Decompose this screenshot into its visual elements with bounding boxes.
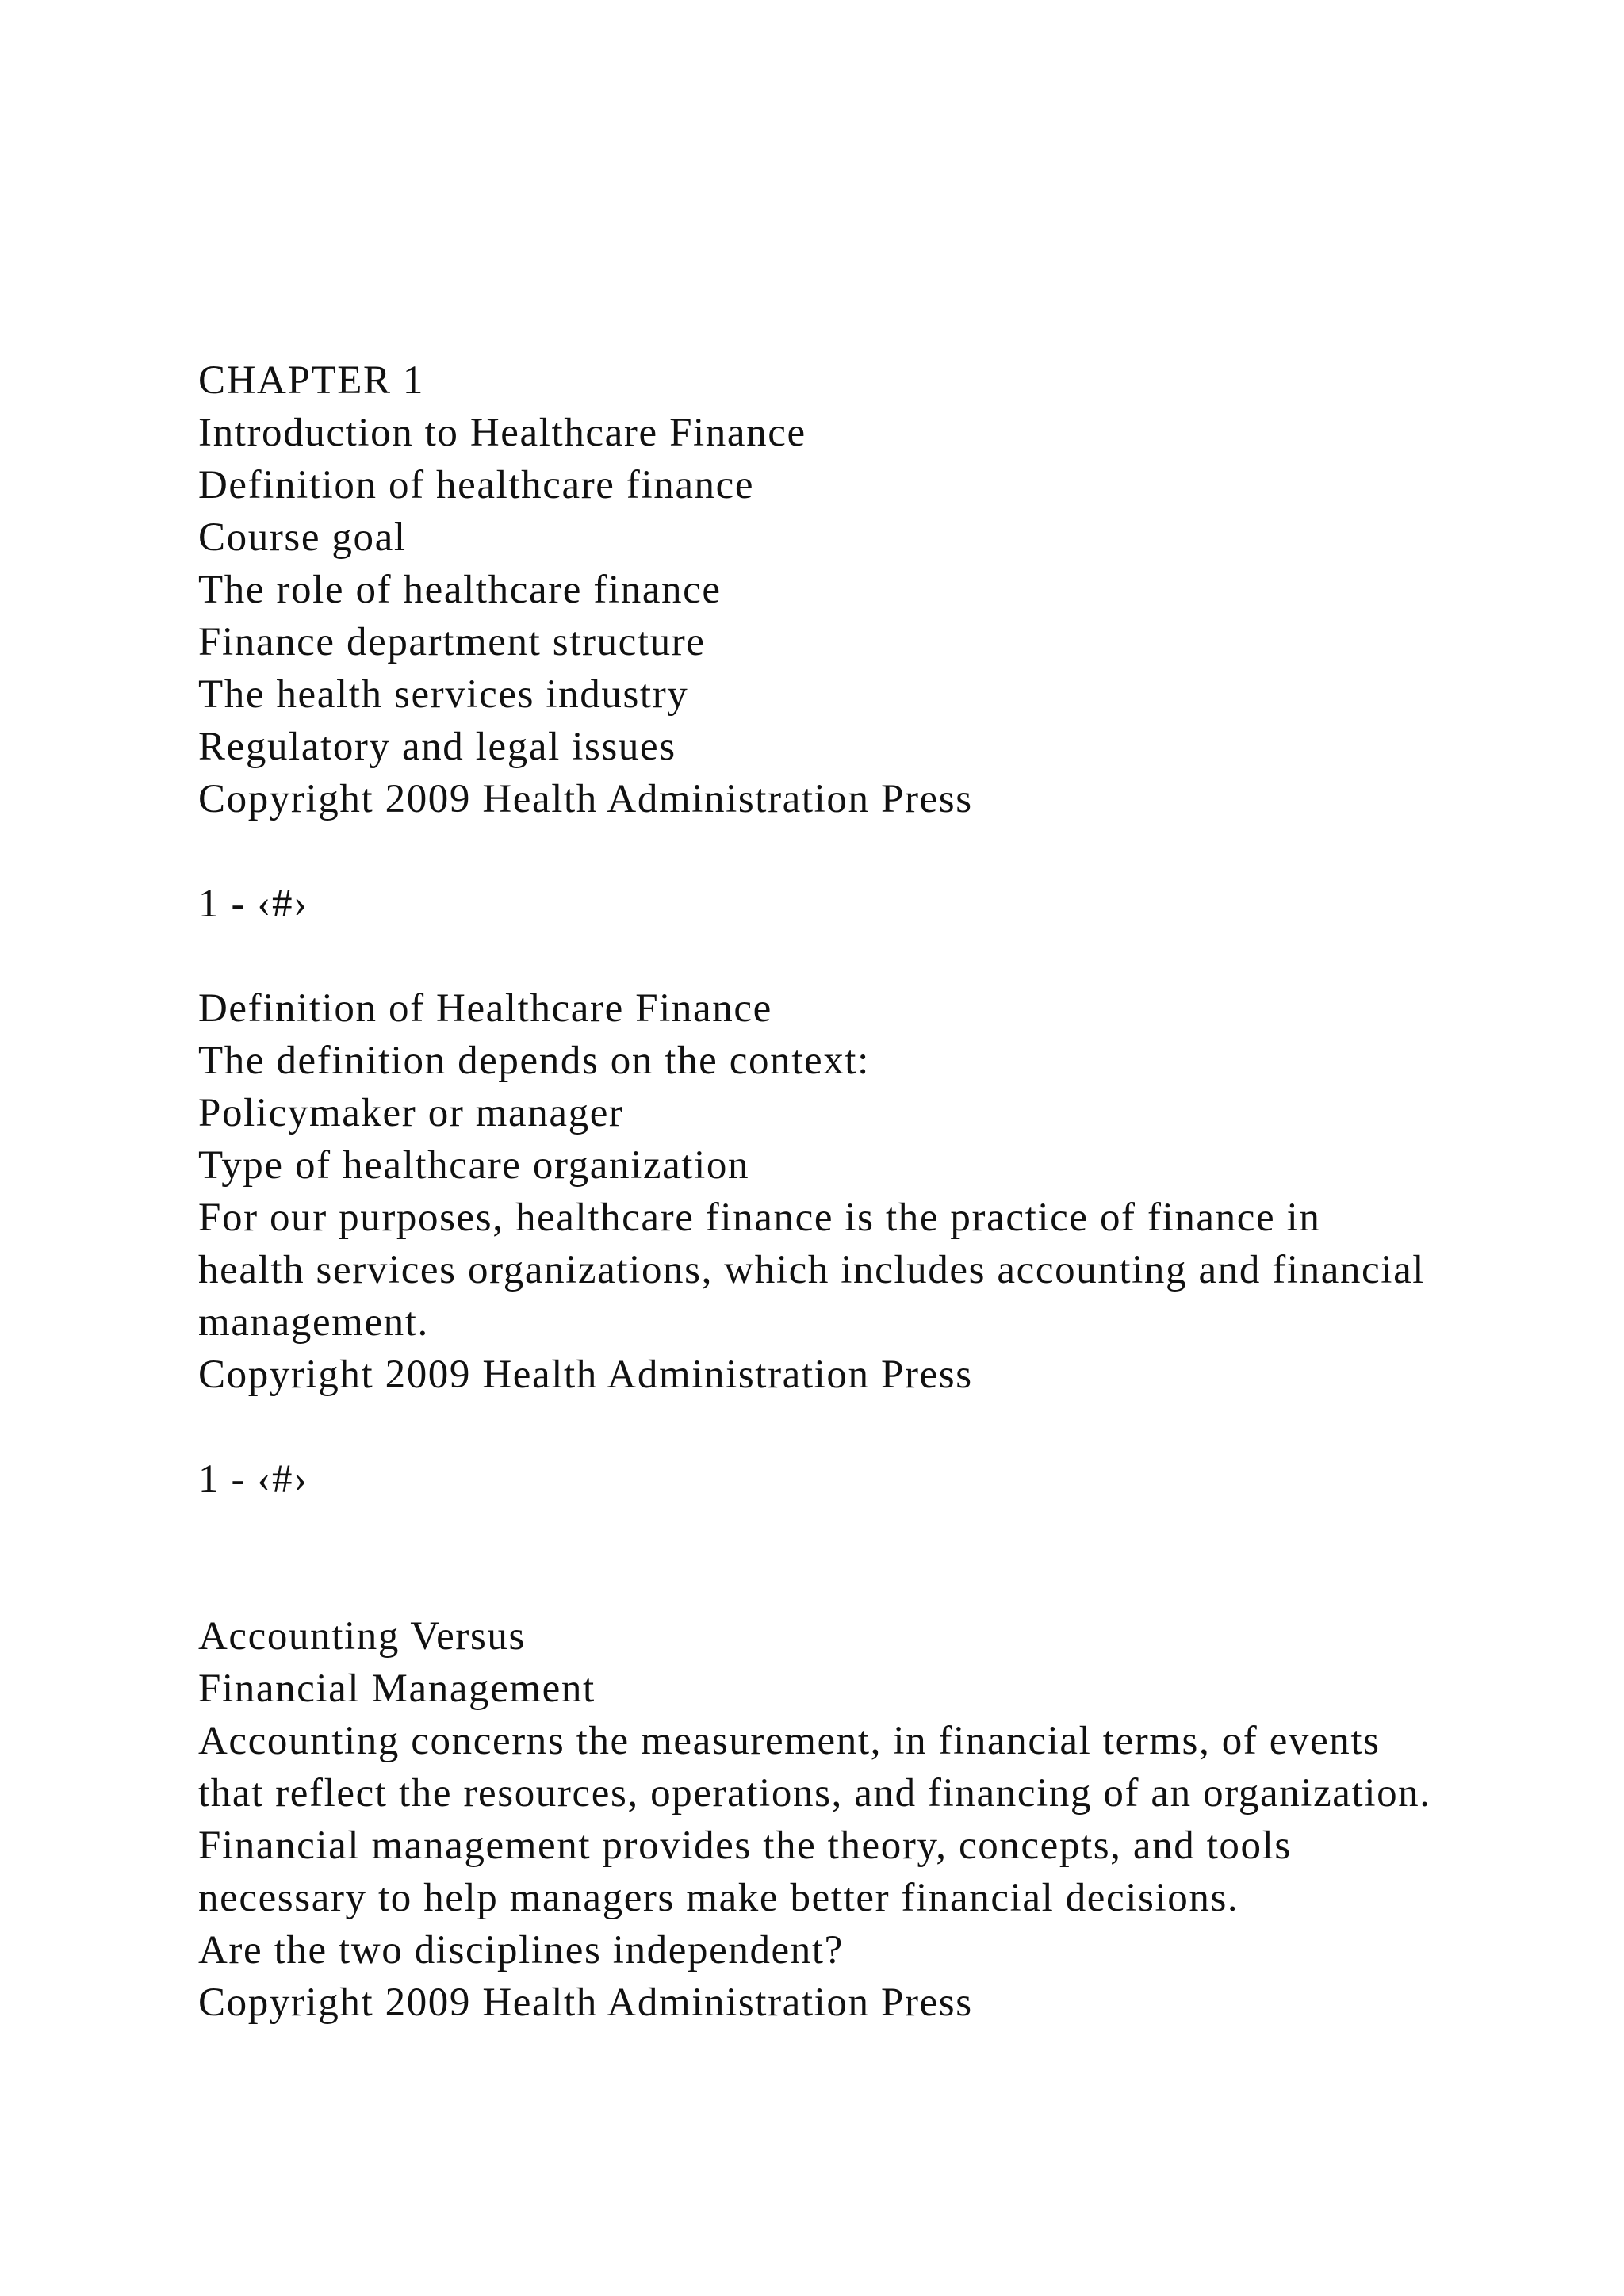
slide-2: [198, 982, 1435, 1610]
page-marker: 1 - ‹#›: [198, 1457, 308, 1502]
outline-item: The role of healthcare finance: [198, 568, 722, 612]
body-line: The definition depends on the context:: [198, 1039, 870, 1083]
spacer: [198, 1506, 1435, 1610]
outline-item: Regulatory and legal issues: [198, 725, 676, 769]
body-line: Are the two disciplines independent?: [198, 1928, 844, 1973]
body-line: Policymaker or manager: [198, 1091, 624, 1135]
chapter-title: Introduction to Healthcare Finance: [198, 411, 806, 455]
page-marker: 1 - ‹#›: [198, 882, 308, 926]
slide-title: Accounting Versus: [198, 1614, 526, 1659]
slide-3: [198, 1610, 1435, 2029]
chapter-label: CHAPTER 1: [198, 358, 425, 403]
outline-item: Finance department structure: [198, 620, 706, 664]
outline-item: Course goal: [198, 515, 407, 560]
copyright-notice: Copyright 2009 Health Administration Press: [198, 1980, 973, 2025]
outline-item: Definition of healthcare finance: [198, 463, 755, 507]
outline-item: The health services industry: [198, 672, 689, 717]
body-paragraph: Financial management provides the theory, concepts, and tools necessary to help managers make better financial decisions.: [198, 1823, 1292, 1920]
slide-1: [198, 354, 1435, 982]
slide-title: Definition of Healthcare Finance: [198, 986, 772, 1031]
document-page: [198, 354, 1435, 2029]
copyright-notice: Copyright 2009 Health Administration Press: [198, 1353, 973, 1397]
spacer: [198, 930, 1435, 982]
body-paragraph: Accounting concerns the measurement, in financial terms, of events that reflect the resources, operations, and financing of an organization.: [198, 1719, 1431, 1816]
body-line: Type of healthcare organization: [198, 1143, 750, 1188]
spacer: [198, 825, 1435, 878]
slide-title: Financial Management: [198, 1667, 596, 1711]
copyright-notice: Copyright 2009 Health Administration Press: [198, 777, 973, 821]
spacer: [198, 1401, 1435, 1453]
body-paragraph: For our purposes, healthcare finance is the practice of finance in health services organizations, which includes accounting and financial management.: [198, 1196, 1426, 1345]
